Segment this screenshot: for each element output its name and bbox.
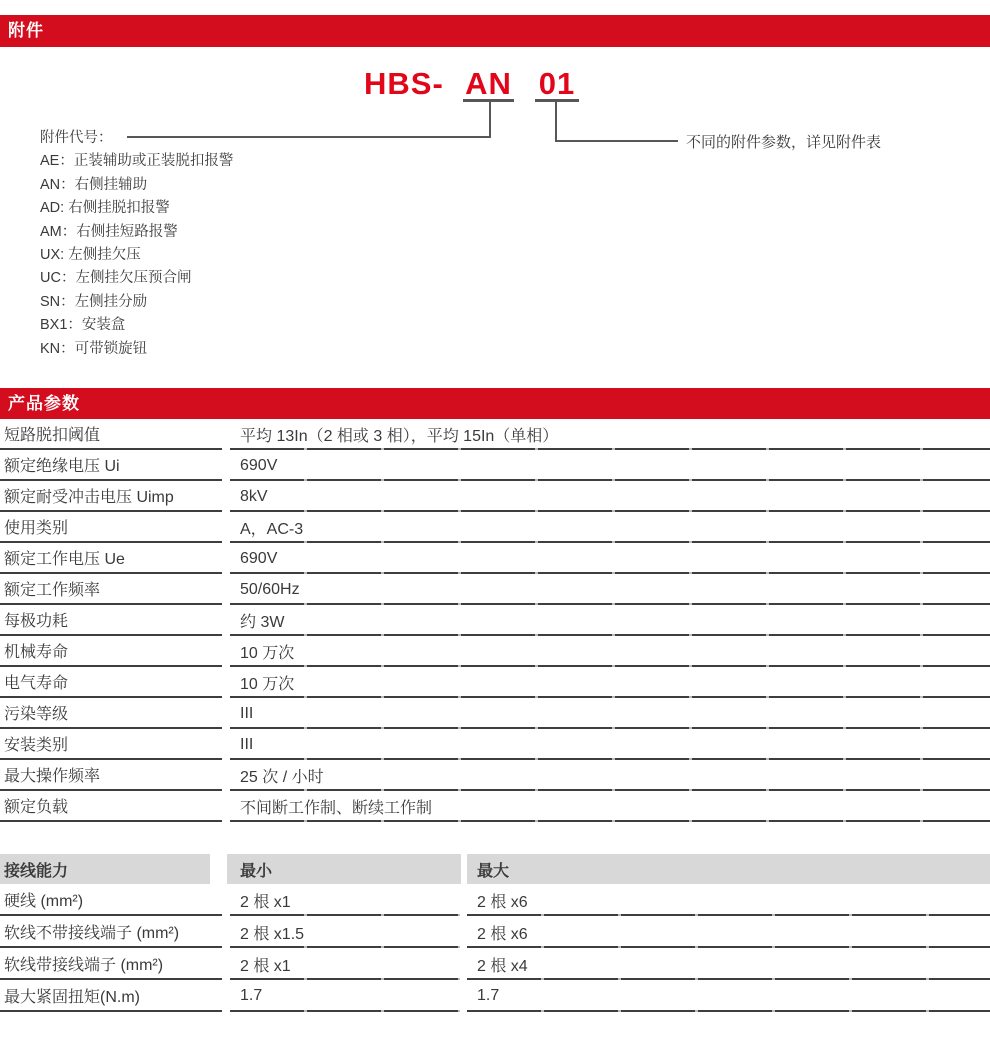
accessory-code-list-title: 附件代号： — [40, 130, 113, 146]
model-prefix: HBS- — [364, 66, 444, 101]
wiring-max-value: 2 根 x6 — [467, 916, 990, 948]
table-row — [0, 605, 990, 636]
param-label: 污染等级 — [0, 698, 222, 729]
param-value: 10 万次 — [230, 667, 990, 698]
accessory-code-item: AM：右侧挂短路报警 — [40, 223, 178, 240]
table-row — [0, 419, 990, 450]
wiring-label: 最大紧固扭矩(N.m) — [0, 980, 222, 1012]
param-label: 机械寿命 — [0, 636, 222, 667]
wiring-max-value: 2 根 x6 — [467, 884, 990, 916]
accessory-code-item: KN：可带锁旋钮 — [40, 340, 148, 357]
table-row — [0, 667, 990, 698]
wiring-max-value: 2 根 x4 — [467, 948, 990, 980]
wiring-table-header — [0, 854, 990, 884]
accessory-code-item: AE：正装辅助或正装脱扣报警 — [40, 153, 234, 170]
wiring-min-value: 2 根 x1 — [230, 948, 460, 980]
table-row — [0, 760, 990, 791]
wiring-label: 软线不带接线端子 (mm²) — [0, 916, 222, 948]
accessory-code-item: UC：左侧挂欠压预合闸 — [40, 270, 192, 287]
param-label: 安装类别 — [0, 729, 222, 760]
accessory-code-item: SN：左侧挂分励 — [40, 293, 148, 310]
accessory-code-item: UX: 左侧挂欠压 — [40, 247, 141, 264]
table-row — [0, 884, 990, 916]
param-label: 使用类别 — [0, 512, 222, 543]
accessory-parameter-note: 不同的附件参数，详见附件表 — [686, 134, 882, 151]
param-value: 50/60Hz — [230, 574, 990, 605]
param-value: 25 次 / 小时 — [230, 760, 990, 791]
param-label: 额定工作电压 Ue — [0, 543, 222, 574]
wiring-capacity-table — [0, 854, 990, 1012]
param-value: 不间断工作制、断续工作制 — [230, 791, 990, 822]
table-row — [0, 729, 990, 760]
accessories-section-banner: 附件 — [0, 15, 990, 47]
param-label: 额定工作频率 — [0, 574, 222, 605]
table-row — [0, 636, 990, 667]
param-label: 额定绝缘电压 Ui — [0, 450, 222, 481]
param-label: 每极功耗 — [0, 605, 222, 636]
param-value: 平均 13In（2 相或 3 相），平均 15In（单相） — [230, 419, 990, 450]
column-header: 最大 — [467, 854, 990, 884]
table-row — [0, 450, 990, 481]
parameters-section-banner: 产品参数 — [0, 388, 990, 419]
param-label: 额定负载 — [0, 791, 222, 822]
wiring-min-value: 2 根 x1.5 — [230, 916, 460, 948]
table-row — [0, 512, 990, 543]
param-value: 约 3W — [230, 605, 990, 636]
wiring-max-value: 1.7 — [467, 980, 990, 1012]
wiring-min-value: 2 根 x1 — [230, 884, 460, 916]
param-value: 8kV — [230, 481, 990, 512]
param-value: III — [230, 729, 990, 760]
model-code-parameter: 01 — [535, 69, 579, 102]
param-value: 690V — [230, 450, 990, 481]
param-value: 10 万次 — [230, 636, 990, 667]
table-row — [0, 948, 990, 980]
column-header: 接线能力 — [0, 854, 210, 884]
wiring-label: 硬线 (mm²) — [0, 884, 222, 916]
accessory-code-item: AN：右侧挂辅助 — [40, 176, 148, 193]
model-code-accessory: AN — [463, 69, 514, 102]
wiring-min-value: 1.7 — [230, 980, 460, 1012]
connector-line-to-note — [555, 140, 678, 142]
wiring-label: 软线带接线端子 (mm²) — [0, 948, 222, 980]
connector-line-code1-vertical — [489, 102, 491, 138]
connector-line-code2-vertical — [555, 102, 557, 142]
param-value: III — [230, 698, 990, 729]
param-label: 最大操作频率 — [0, 760, 222, 791]
param-label: 额定耐受冲击电压 Uimp — [0, 481, 222, 512]
param-value: 690V — [230, 543, 990, 574]
table-row — [0, 916, 990, 948]
accessory-code-item: BX1：安装盒 — [40, 317, 126, 334]
param-label: 短路脱扣阈值 — [0, 419, 222, 450]
parameters-table — [0, 419, 990, 822]
table-row — [0, 791, 990, 822]
table-row — [0, 543, 990, 574]
table-row — [0, 980, 990, 1012]
column-header: 最小 — [227, 854, 461, 884]
accessory-code-list — [40, 127, 233, 361]
param-value: A，AC-3 — [230, 512, 990, 543]
table-row — [0, 574, 990, 605]
param-label: 电气寿命 — [0, 667, 222, 698]
table-row — [0, 481, 990, 512]
accessory-code-item: AD: 右侧挂脱扣报警 — [40, 200, 170, 217]
table-row — [0, 698, 990, 729]
